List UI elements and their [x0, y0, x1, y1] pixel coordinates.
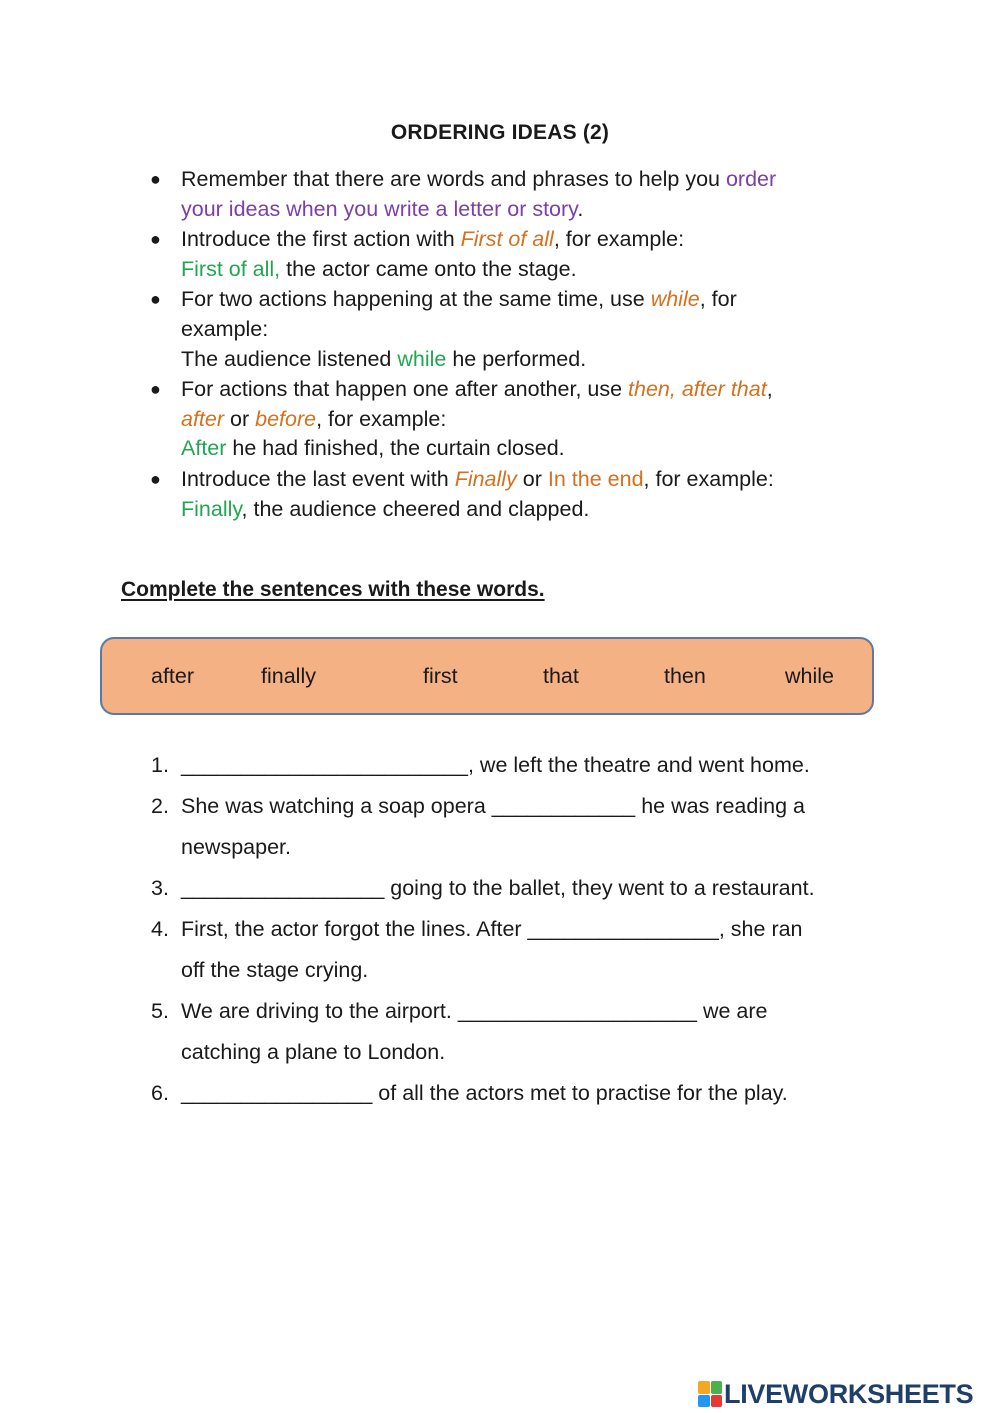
rule-5-text: Introduce the last event with: [181, 466, 455, 491]
item-text: ________________ of all the actors met to practise for the play.: [181, 1081, 788, 1105]
word-after[interactable]: after: [151, 664, 195, 688]
exercise-item-4[interactable]: [151, 909, 891, 991]
word-finally[interactable]: finally: [261, 664, 316, 688]
rule-3-text-end: , for: [699, 287, 737, 312]
item-text: We are driving to the airport. ____________________ we are: [181, 999, 768, 1023]
rule-5-keyword: Finally: [454, 466, 517, 491]
rule-4-comma: ,: [766, 377, 773, 402]
exercise-item-3[interactable]: [151, 868, 891, 909]
logo-text: LIVEWORKSHEETS: [724, 1378, 974, 1409]
item-text: ________________________, we left the theatre and went home.: [181, 753, 810, 777]
exercise-item-1[interactable]: [151, 745, 891, 786]
rule-5: [150, 465, 881, 524]
item-number: 4.: [151, 917, 169, 941]
rule-4-keyword-after: after: [181, 406, 225, 431]
rule-2-text-end: , for example:: [553, 227, 685, 252]
rule-3-text-cont: example:: [181, 316, 269, 341]
rule-4: [150, 375, 881, 464]
item-number: 6.: [151, 1081, 169, 1105]
bullet-icon: ●: [150, 379, 161, 400]
rule-4-example: he had finished, the curtain closed.: [226, 436, 565, 461]
rule-1-text: Remember that there are words and phrases to help you: [181, 167, 726, 191]
exercise-list: [151, 745, 891, 1114]
rule-2: [150, 225, 881, 284]
word-while[interactable]: while: [785, 664, 834, 688]
word-then[interactable]: then: [664, 664, 706, 688]
worksheet-title: ORDERING IDEAS (2): [390, 121, 610, 144]
rule-2-example: the actor came onto the stage.: [280, 256, 577, 281]
rule-2-example-keyword: First of all,: [181, 256, 281, 281]
item-number: 5.: [151, 999, 169, 1023]
exercise-item-6[interactable]: [151, 1073, 891, 1114]
rule-2-text: Introduce the first action with: [181, 227, 461, 252]
rule-5-example-keyword: Finally: [181, 496, 242, 521]
item-text: She was watching a soap opera ____________ he was reading a: [181, 794, 805, 818]
rule-1-highlight-cont: your ideas when you write a letter or story: [181, 196, 578, 221]
item-text-cont: off the stage crying.: [181, 958, 369, 982]
rule-1-highlight: order: [725, 167, 777, 191]
word-bank: [100, 637, 874, 715]
rule-5-example: , the audience cheered and clapped.: [241, 496, 590, 521]
rule-4-example-keyword: After: [181, 436, 227, 461]
logo-icon: [698, 1381, 722, 1407]
item-text: First, the actor forgot the lines. After ________________, she ran: [181, 917, 803, 941]
rule-4-keyword: then, after that: [628, 377, 767, 402]
word-that[interactable]: that: [543, 664, 579, 688]
rule-5-keyword-alt: In the end: [547, 466, 644, 491]
rule-5-or: or: [516, 466, 548, 491]
rule-3-example-keyword: while: [397, 346, 447, 371]
rule-3: [150, 285, 881, 374]
liveworksheets-logo[interactable]: [698, 1378, 973, 1410]
item-text: _________________ going to the ballet, they went to a restaurant.: [181, 876, 815, 900]
rule-5-text-end: , for example:: [643, 466, 774, 491]
exercise-item-5[interactable]: [151, 991, 891, 1073]
exercise-item-2[interactable]: [151, 786, 891, 868]
item-number: 1.: [151, 753, 169, 777]
rule-1-end: .: [577, 196, 584, 221]
exercise-heading: Complete the sentences with these words.: [121, 578, 545, 601]
bullet-icon: ●: [150, 289, 161, 310]
rule-4-or: or: [224, 406, 256, 431]
rule-4-text: For actions that happen one after another, use: [181, 377, 629, 402]
bullet-icon: ●: [150, 169, 161, 189]
bullet-icon: ●: [150, 468, 161, 489]
rules-list: [150, 165, 881, 525]
bullet-icon: ●: [150, 229, 161, 250]
rule-3-text: For two actions happening at the same time, use: [181, 287, 651, 312]
rule-3-keyword: while: [650, 287, 700, 312]
word-first[interactable]: first: [423, 664, 458, 688]
rule-1: [150, 165, 881, 224]
rule-2-keyword: First of all: [460, 227, 554, 252]
rule-3-example: The audience listened: [181, 346, 398, 371]
item-number: 2.: [151, 794, 169, 818]
item-text-cont: catching a plane to London.: [181, 1040, 446, 1064]
rule-4-keyword-before: before: [255, 406, 317, 431]
item-text-cont: newspaper.: [181, 835, 291, 859]
item-number: 3.: [151, 876, 169, 900]
rule-3-example-end: he performed.: [446, 346, 587, 371]
rule-4-text-end: , for example:: [316, 406, 447, 431]
